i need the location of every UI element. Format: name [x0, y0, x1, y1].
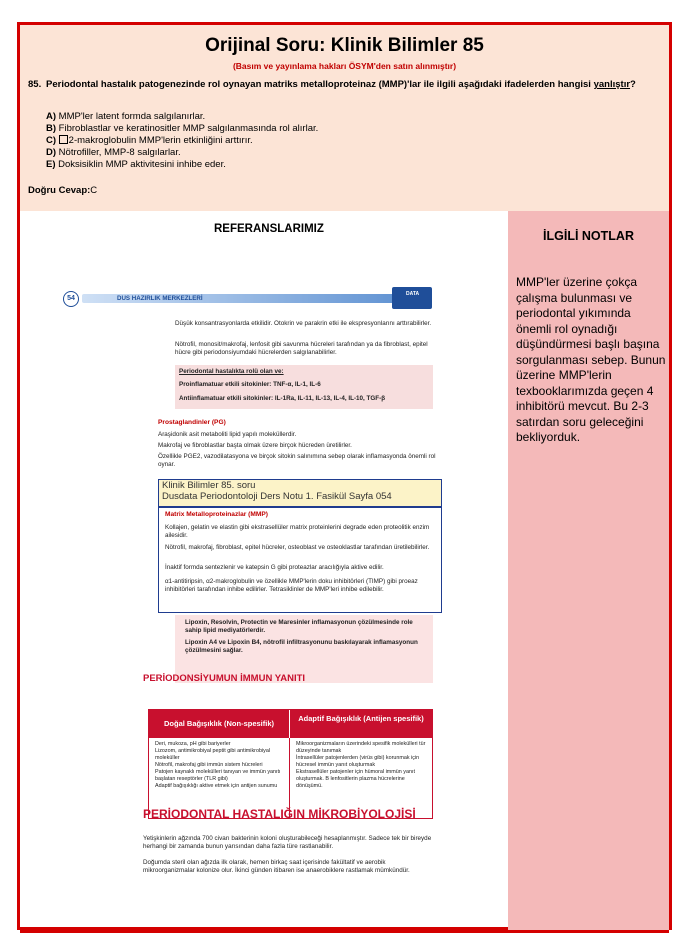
options-list — [46, 111, 318, 171]
book-paragraph-1: Düşük konsantrasyonlarda etkilidir. Otokrin ve parakrin etki ile ekspresyonlarını arttırabilirler. — [175, 320, 432, 327]
notes-text: MMP'ler üzerine çokça çalışma bulunması ve periodontal yıkımında önemli rol oynadığı düşündürmesi başlı başına sorgulanması sebep. Bunun üzerine MMP'lerin texbooklarımızda geçen 4 inhibitörü mevcut. Bu 2-3 satırdan soru geleceğini bekliyorduk. — [516, 275, 666, 444]
highlight-line-1: Klinik Bilimler 85. soru — [162, 480, 256, 491]
microbiology-heading: PERİODONTAL HASTALIĞIN MİKROBİYOLOJİSİ — [143, 807, 416, 821]
mmp-line-1: Kollajen, gelatin ve elastin gibi ekstrasellüler matrix proteinlerini degrade eden proteolitik enzim ailesidir. — [165, 524, 430, 539]
pg-heading: Prostaglandinler (PG) — [158, 419, 226, 426]
book-paragraph-2: Nötrofil, monosit/makrofaj, lenfosit gibi savunma hücreleri tarafından ya da fibroblast, epitel hücre gibi periodonsiyumdaki hücrelerden salgılanabilirler. — [175, 341, 428, 356]
question-text: Periodontal hastalık patogenezinde rol oynayan matriks metalloproteinaz (MMP)'lar ile ilgili aşağıdaki ifadelerden hangisi yanlıştır? — [46, 79, 636, 90]
notes-panel — [508, 211, 669, 930]
question-number: 85. — [28, 79, 42, 90]
option-a: A) MMP'ler latent formda salgılanırlar. — [46, 111, 206, 122]
cytokine-box: Periodontal hastalıkta rolü olan ve: Proinflamatuar etkili sitokinler: TNF-α, IL-1, IL-6 Antiinflamatuar etkili sitokinler: IL-1Ra, IL-11, IL-13, IL-4, IL-10, TGF-β — [175, 365, 433, 409]
lipoxin-line-1: Lipoxin, Resolvin, Protectin ve Maresinler inflamasyonun çözülmesinde role sahip lipid mediyatörlerdir. — [185, 619, 413, 634]
mmp-heading: Matrix Metalloproteinazlar (MMP) — [165, 511, 268, 518]
mmp-line-4: α1-antitiripsin, α2-makroglobulin ve özellikle MMP'lerin doku inhibitörleri (TIMP) gibi proeaz inhibitörleri tarafından inhibe edilirler. Tetrasiklinler de MMP'leri inhibe edilebilir. — [165, 578, 418, 593]
option-e: E) Doksisiklin MMP aktivitesini inhibe eder. — [46, 159, 226, 170]
document-frame — [17, 22, 672, 930]
pg-line-1: Araşidonik asit metaboliti lipid yapılı moleküllerdir. — [158, 431, 297, 438]
option-b: B) Fibroblastlar ve keratinositler MMP salgılanmasında rol alırlar. — [46, 123, 319, 134]
missing-glyph-icon — [59, 135, 68, 144]
highlight-box — [158, 479, 442, 507]
dusdata-logo: DATA — [392, 287, 432, 309]
option-c: C) 2-makroglobulin MMP'lerin etkinliğini arttırır. — [46, 135, 253, 146]
innate-header: Doğal Bağışıklık (Non-spesifik) — [149, 710, 289, 738]
question-emphasis: yanlıştır — [593, 79, 631, 90]
book-page-number: 54 — [63, 291, 79, 307]
notes-title: İLGİLİ NOTLAR — [543, 229, 634, 243]
highlight-line-2: Dusdata Periodontoloji Ders Notu 1. Fasikül Sayfa 054 — [162, 491, 392, 502]
option-d: D) Nötrofiller, MMP-8 salgılarlar. — [46, 147, 181, 158]
mmp-line-3: İnaktif formda sentezlenir ve katepsin G gibi proteazlar aracılığıyla aktive edilir. — [165, 564, 384, 571]
immune-table — [148, 709, 433, 819]
references-title: REFERANSLARIMIZ — [214, 223, 324, 235]
lipoxin-line-2: Lipoxin A4 ve Lipoxin B4, nötrofil infiltrasyonunu baskılayarak inflamasyonun çözülmesini sağlar. — [185, 639, 418, 654]
question-panel — [20, 25, 669, 211]
immune-heading: PERİODONSİYUMUN İMMUN YANITI — [143, 673, 306, 684]
adaptive-header: Adaptif Bağışıklık (Antijen spesifik) — [290, 710, 432, 738]
answer-value: C — [90, 185, 98, 196]
microbiology-paragraph-2: Doğumda steril olan ağızda ilk olarak, hemen birkaç saat içerisinde fakültatif ve aerobik mikroorganizmalar kolonize olur. İkinci günden itibaren ise anaerobiklere rastlamak mümkündür. — [143, 859, 410, 874]
bottom-rule — [20, 930, 669, 933]
copyright-note: (Basım ve yayınlama hakları ÖSYM'den satın alınmıştır) — [232, 61, 457, 71]
header-band-text: DUS HAZIRLIK MERKEZLERİ — [117, 295, 203, 302]
pg-line-2: Makrofaj ve fibroblastlar başta olmak üzere birçok hücreden üretilirler. — [158, 442, 352, 449]
mmp-line-2: Nötrofil, makrofaj, fibroblast, epitel hücreler, osteoblast ve osteoklastlar tarafından üretilebilirler. — [165, 544, 430, 551]
mmp-box — [158, 507, 442, 613]
microbiology-paragraph-1: Yetişkinlerin ağzında 700 civarı bakterinin koloni oluşturabileceği hesaplanmıştır. Sadece tek bir bireyde herhangi bir zamanda bunun yarısından daha fazla türe rastlanabilir. — [143, 835, 432, 850]
pg-line-3: Özellikle PGE2, vazodilatasyona ve birçok sitokin salınımına sebep olarak inflamasyonda önemli rol oynar. — [158, 453, 436, 468]
correct-answer: Doğru Cevap:C — [28, 185, 98, 196]
adaptive-list: Mikroorganizmaların üzerindeki spesifik molekülleri tür düzeyinde tanımak İntrasellüler patojenlerden (virüs gibi) korunmak için hücresel immün yanıt oluşturmak Ekstrasellüler patojenler için hümoral immün yanıt oluşturmak. B lenfositlerin plazma hücrelerine dönüşümü. — [296, 741, 426, 789]
page-title: Orijinal Soru: Klinik Bilimler 85 — [205, 35, 484, 56]
innate-list: Deri, mukoza, pH gibi bariyerler Lizozom, antimikrobiyal peptit gibi antimikrobiyal moleküller Nötrofil, makrofaj gibi immün sistem hücreleri Patojen kaynaklı molekülleri tanıyan ve immün yanıtı başlatan reseptörler (TLR gibi) Adaptif bağışıklığı aktive etmek için antijen sunumu — [155, 741, 281, 789]
